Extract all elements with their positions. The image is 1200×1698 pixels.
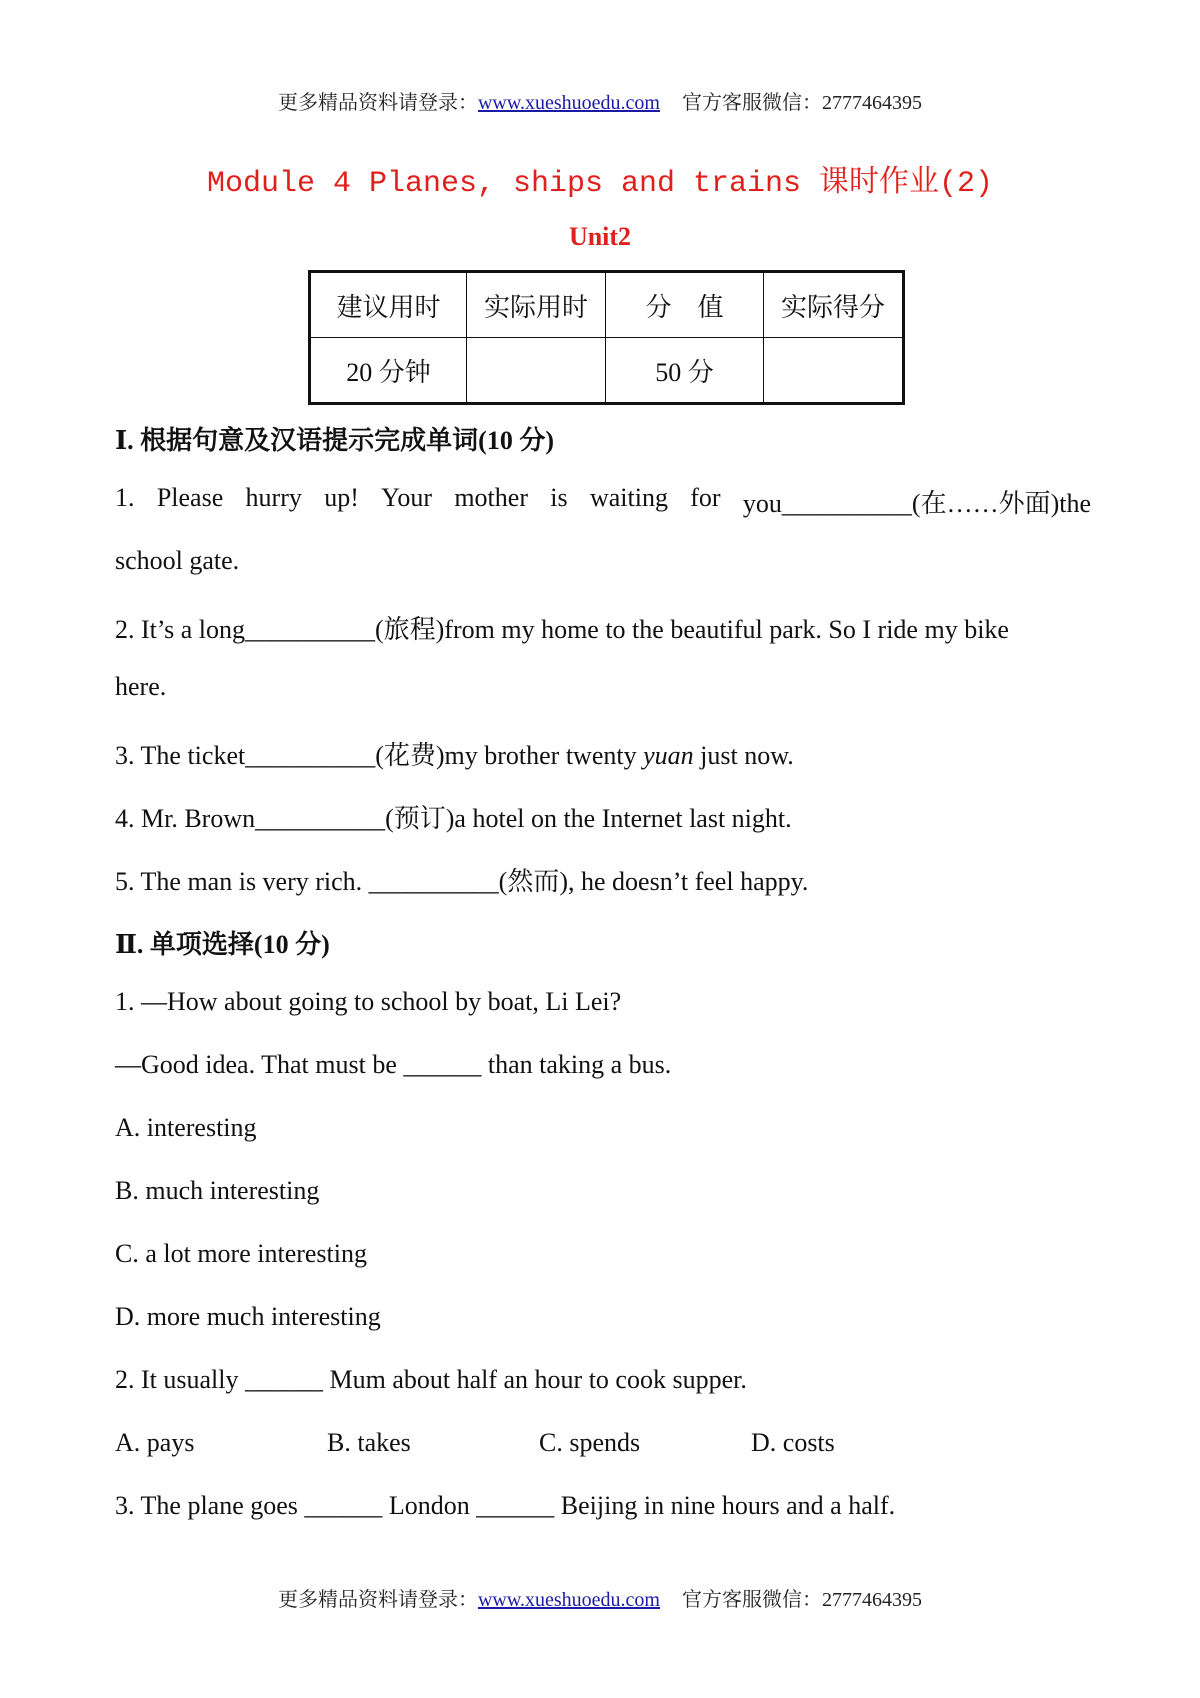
option-c: C. a lot more interesting bbox=[115, 1239, 368, 1268]
q3-text-a: 3. The ticket__________(花费)my brother twenty bbox=[115, 741, 644, 770]
score-header-cell: 分 值 bbox=[606, 272, 764, 338]
score-table bbox=[308, 270, 905, 405]
score-value-cell: 20 分钟 bbox=[310, 338, 467, 404]
option-a: A. interesting bbox=[115, 1113, 257, 1142]
page-footer bbox=[0, 1583, 1200, 1612]
score-header-cell: 实际得分 bbox=[764, 272, 904, 338]
q3-text-italic: yuan bbox=[643, 741, 694, 770]
question-1-5: 5. The man is very rich. __________(然而), he doesn’t feel happy. bbox=[115, 867, 809, 896]
word: waiting bbox=[589, 483, 668, 512]
header-link[interactable]: www.xueshuoedu.com bbox=[477, 92, 660, 114]
question-2-1: 1. —How about going to school by boat, Li Lei? bbox=[115, 987, 622, 1016]
option-c: C. spends bbox=[539, 1428, 641, 1457]
section-1-heading: Ⅰ. 根据句意及汉语提示完成单词(10 分) bbox=[115, 426, 554, 455]
score-value-cell bbox=[467, 338, 606, 404]
word: for bbox=[690, 483, 721, 512]
header-service: 官方客服微信：2777464395 bbox=[682, 92, 922, 114]
question-1-1 bbox=[115, 483, 1091, 520]
word: is bbox=[550, 483, 568, 512]
option-d: D. costs bbox=[751, 1428, 835, 1457]
q3-text-b: just now. bbox=[693, 741, 794, 770]
score-value-cell: 50 分 bbox=[606, 338, 764, 404]
score-header-cell: 建议用时 bbox=[310, 272, 467, 338]
word: mother bbox=[454, 483, 528, 512]
option-b: B. much interesting bbox=[115, 1176, 320, 1205]
word: you__________(在……外面)the bbox=[742, 489, 1091, 518]
word: Your bbox=[381, 483, 433, 512]
page-subtitle: Unit2 bbox=[568, 222, 632, 251]
question-2-1-answer: —Good idea. That must be ______ than taking a bus. bbox=[115, 1050, 672, 1079]
score-table-header-row bbox=[310, 272, 904, 338]
footer-service: 官方客服微信：2777464395 bbox=[682, 1589, 922, 1611]
question-1-1-continued: school gate. bbox=[115, 546, 240, 575]
question-1-4: 4. Mr. Brown__________(预订)a hotel on the Internet last night. bbox=[115, 804, 792, 833]
word: up! bbox=[324, 483, 359, 512]
question-1-2-continued: here. bbox=[115, 672, 167, 701]
question-1-2: 2. It’s a long__________(旅程)from my home to the beautiful park. So I ride my bike bbox=[115, 615, 1009, 644]
word: 1. bbox=[115, 483, 135, 512]
question-2-3: 3. The plane goes ______ London ______ Beijing in nine hours and a half. bbox=[115, 1491, 896, 1520]
score-header-cell: 实际用时 bbox=[467, 272, 606, 338]
option-b: B. takes bbox=[327, 1428, 411, 1457]
question-2-2: 2. It usually ______ Mum about half an hour to cook supper. bbox=[115, 1365, 747, 1394]
score-value-cell bbox=[764, 338, 904, 404]
footer-link[interactable]: www.xueshuoedu.com bbox=[477, 1589, 660, 1611]
option-d: D. more much interesting bbox=[115, 1302, 381, 1331]
option-a: A. pays bbox=[115, 1428, 195, 1457]
footer-prefix: 更多精品资料请登录： bbox=[277, 1589, 478, 1611]
question-1-3 bbox=[115, 735, 794, 772]
page-title: Module 4 Planes, ships and trains 课时作业(2) bbox=[206, 167, 994, 201]
header-prefix: 更多精品资料请登录： bbox=[277, 92, 478, 114]
page-header bbox=[0, 86, 1200, 115]
word: Please bbox=[156, 483, 224, 512]
score-table-value-row bbox=[310, 338, 904, 404]
question-2-2-options bbox=[115, 1428, 1091, 1462]
word: hurry bbox=[245, 483, 302, 512]
section-2-heading: Ⅱ. 单项选择(10 分) bbox=[115, 930, 330, 959]
